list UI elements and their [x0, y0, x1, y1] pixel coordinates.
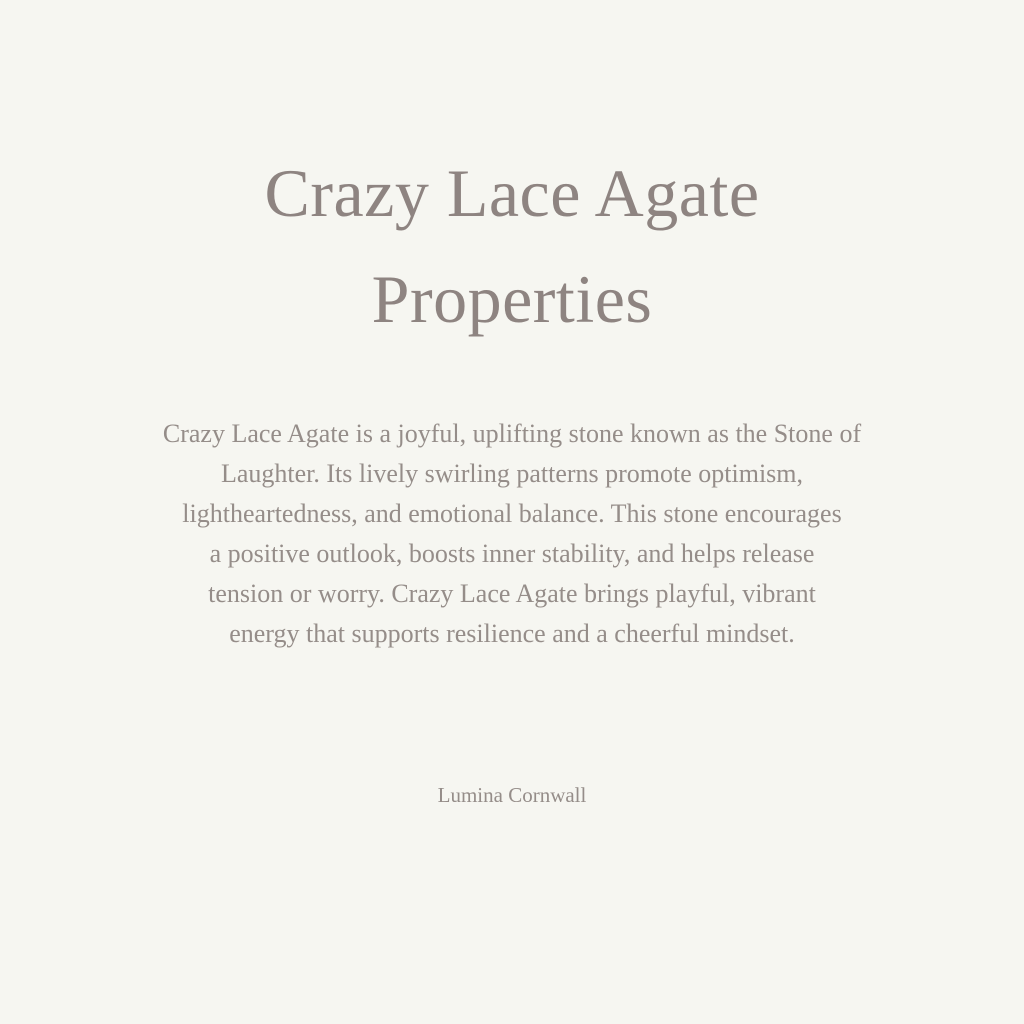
- description-line: a positive outlook, boosts inner stability, and helps release: [209, 539, 815, 568]
- title-line: Crazy Lace Agate: [264, 155, 760, 231]
- description-line: tension or worry. Crazy Lace Agate brings playful, vibrant: [208, 579, 816, 608]
- description-line: Laughter. Its lively swirling patterns promote optimism,: [220, 459, 804, 488]
- page-title: [0, 140, 1024, 352]
- description-line: energy that supports resilience and a cheerful mindset.: [229, 619, 795, 648]
- title-line: Properties: [371, 261, 653, 337]
- author-name: Lumina Cornwall: [437, 783, 587, 807]
- description-text: [112, 414, 912, 654]
- description-line: Crazy Lace Agate is a joyful, uplifting stone known as the Stone of: [162, 419, 862, 448]
- description-line: lightheartedness, and emotional balance. This stone encourages: [182, 499, 842, 528]
